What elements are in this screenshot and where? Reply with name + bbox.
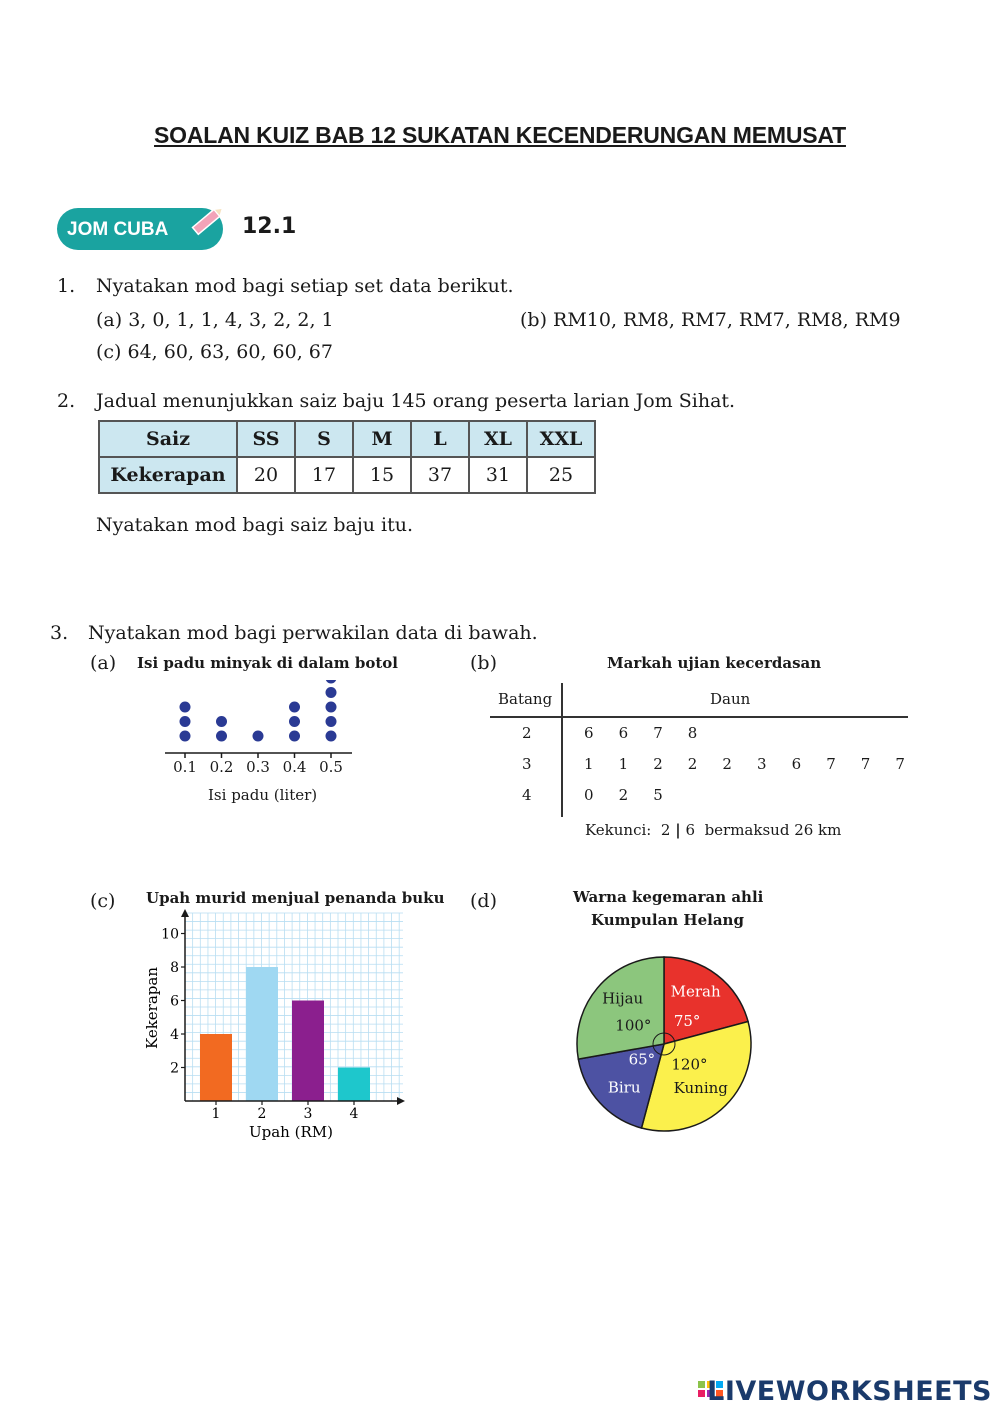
size-cell: S <box>295 421 353 457</box>
pie-angle-label: 120° <box>671 1055 708 1074</box>
leaf-value: 7 <box>860 755 871 773</box>
x-tick-label: 3 <box>303 1106 313 1122</box>
frequency-cell: 37 <box>411 457 469 493</box>
frequency-cell: 20 <box>237 457 295 493</box>
stemleaf-key <box>585 821 841 839</box>
frequency-cell: 31 <box>469 457 527 493</box>
y-tick-label: 2 <box>170 1060 179 1077</box>
q1-part-b: (b) RM10, RM8, RM7, RM7, RM8, RM9 <box>520 309 901 331</box>
q1-number: 1. <box>57 275 76 297</box>
size-row <box>99 421 595 457</box>
q1-text: Nyatakan mod bagi setiap set data berikut. <box>96 275 514 297</box>
size-cell: M <box>353 421 411 457</box>
size-cell: XXL <box>527 421 595 457</box>
pie-title: Warna kegemaran ahli <box>573 888 764 906</box>
dotplot-tick-label: 0.1 <box>173 758 197 776</box>
badge-number: 12.1 <box>242 214 297 239</box>
stem-value: 2 <box>522 724 532 742</box>
y-tick-label: 6 <box>170 993 179 1010</box>
dotplot-dot <box>326 731 337 742</box>
pie-subtitle: Kumpulan Helang <box>591 911 744 929</box>
q3-part-d-label: (d) <box>470 890 497 912</box>
x-axis-arrow <box>397 1097 405 1105</box>
key-leaf: 6 <box>685 821 696 839</box>
pie-chart <box>560 935 770 1135</box>
q3-part-a-label: (a) <box>90 652 117 674</box>
pie-angle-label: 65° <box>628 1050 656 1069</box>
leaf-value: 2 <box>687 755 698 773</box>
dotplot-title: Isi padu minyak di dalam botol <box>137 654 398 672</box>
barchart-title: Upah murid menjual penanda buku <box>146 889 445 907</box>
dotplot-dot <box>289 731 300 742</box>
bar <box>246 967 278 1101</box>
leaf-value: 1 <box>584 755 594 773</box>
pie-slice <box>577 957 664 1059</box>
q1-part-c: (c) 64, 60, 63, 60, 60, 67 <box>96 341 333 363</box>
key-separator: | <box>675 821 681 839</box>
q2-question: Nyatakan mod bagi saiz baju itu. <box>96 514 414 536</box>
frequency-cell: 25 <box>527 457 595 493</box>
leaf-value: 2 <box>722 755 732 773</box>
dotplot-dot <box>216 731 227 742</box>
frequency-row-header: Kekerapan <box>99 457 237 493</box>
dotplot-dot <box>326 680 337 684</box>
q2-text: Jadual menunjukkan saiz baju 145 orang peserta larian Jom Sihat. <box>96 390 736 412</box>
stem-header: Batang <box>498 690 553 708</box>
q3-text: Nyatakan mod bagi perwakilan data di bawah. <box>88 622 538 644</box>
leaf-value: 0 <box>584 786 594 804</box>
key-stem: 2 <box>660 821 671 839</box>
leaf-value: 3 <box>757 755 767 773</box>
leaf-value: 7 <box>826 755 836 773</box>
leaf-header: Daun <box>710 690 751 708</box>
page-title: SOALAN KUIZ BAB 12 SUKATAN KECENDERUNGAN MEMUSAT <box>154 122 846 148</box>
pie-slice-label: Biru <box>607 1078 641 1097</box>
barchart-xlabel: Upah (RM) <box>249 1123 333 1141</box>
dotplot-tick-label: 0.2 <box>209 758 234 776</box>
leaf-value: 6 <box>584 724 594 742</box>
bar <box>200 1034 232 1101</box>
dotplot-tick-label: 0.3 <box>246 758 270 776</box>
dotplot-dot <box>289 702 300 713</box>
q3-number: 3. <box>50 622 69 644</box>
frequency-cell: 17 <box>295 457 353 493</box>
leaf-value: 8 <box>687 724 698 742</box>
barchart-ylabel: Kekerapan <box>143 967 161 1049</box>
leaf-value: 2 <box>653 755 663 773</box>
bar <box>338 1068 370 1101</box>
dotplot-dot <box>180 702 191 713</box>
pie-slice-label: Kuning <box>673 1078 728 1097</box>
leaf-value: 1 <box>618 755 629 773</box>
x-tick-label: 1 <box>211 1106 221 1122</box>
x-tick-label: 4 <box>349 1106 359 1122</box>
dotplot-dot <box>216 716 227 727</box>
dotplot-dot <box>253 731 264 742</box>
q3-part-c-label: (c) <box>90 890 116 912</box>
leaf-value: 7 <box>895 755 905 773</box>
q1-part-a: (a) 3, 0, 1, 1, 4, 3, 2, 2, 1 <box>96 309 334 331</box>
badge-label: JOM CUBA <box>67 219 169 240</box>
size-frequency-table <box>98 420 596 494</box>
frequency-row <box>99 457 595 493</box>
leaf-value: 2 <box>618 786 629 804</box>
dotplot-dot <box>326 716 337 727</box>
pie-angle-label: 100° <box>615 1016 652 1035</box>
pie-angle-label: 75° <box>673 1011 701 1030</box>
stem-value: 3 <box>522 755 532 773</box>
size-row-header: Saiz <box>99 421 237 457</box>
stemleaf-title: Markah ujian kecerdasan <box>607 654 822 672</box>
frequency-cell: 15 <box>353 457 411 493</box>
leaf-value: 6 <box>791 755 802 773</box>
leaf-value: 7 <box>653 724 663 742</box>
q3-part-b-label: (b) <box>470 652 497 674</box>
y-tick-label: 8 <box>170 960 179 977</box>
dotplot-dot <box>180 731 191 742</box>
x-tick-label: 2 <box>257 1106 267 1122</box>
stemleaf-body <box>490 716 920 816</box>
dotplot-dot <box>326 687 337 698</box>
dotplot-tick-label: 0.5 <box>319 758 343 776</box>
footer-brand: LIVEWORKSHEETS <box>707 1376 992 1407</box>
barchart-chart <box>130 905 420 1150</box>
size-cell: XL <box>469 421 527 457</box>
pencil-icon <box>188 201 228 241</box>
dotplot-dot <box>289 716 300 727</box>
dotplot-tick-label: 0.4 <box>282 758 307 776</box>
dotplot-xlabel: Isi padu (liter) <box>208 786 318 804</box>
size-cell: L <box>411 421 469 457</box>
y-tick-label: 10 <box>161 926 179 943</box>
dotplot-dot <box>326 702 337 713</box>
pie-slice-label: Hijau <box>602 989 644 1008</box>
q2-number: 2. <box>57 390 76 412</box>
leaf-value: 5 <box>653 786 663 804</box>
pie-slice-label: Merah <box>670 982 721 1001</box>
key-prefix: Kekunci: <box>585 821 652 839</box>
leaf-value: 6 <box>618 724 629 742</box>
stem-value: 4 <box>522 786 532 804</box>
y-tick-label: 4 <box>170 1027 179 1044</box>
size-cell: SS <box>237 421 295 457</box>
dotplot-tick-labels <box>160 758 360 778</box>
bar <box>292 1001 324 1101</box>
dotplot-dot <box>180 716 191 727</box>
key-meaning: bermaksud 26 km <box>704 821 842 839</box>
